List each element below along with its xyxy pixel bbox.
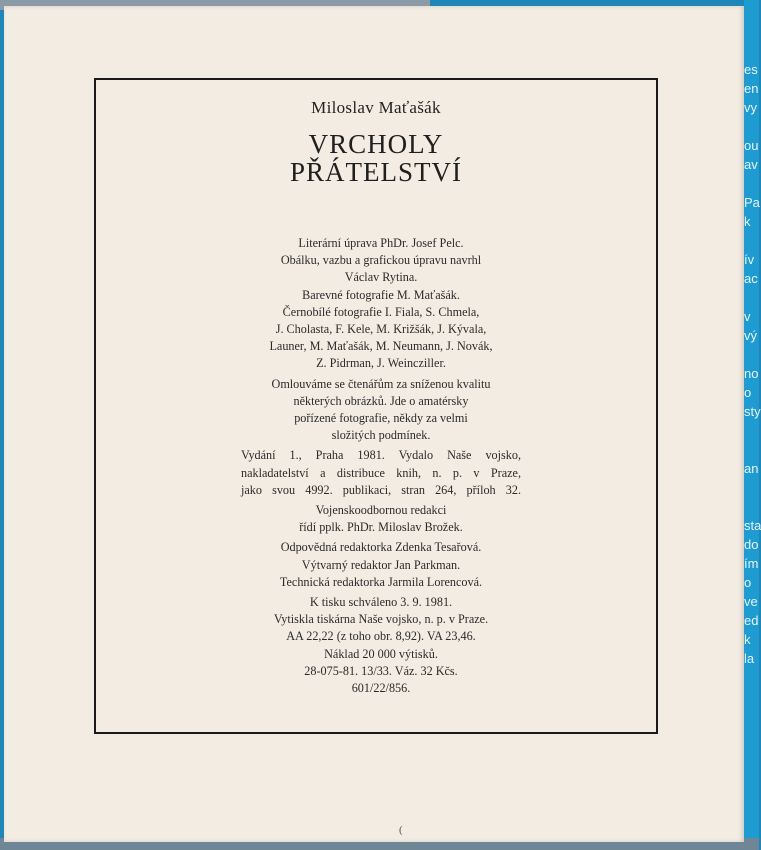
colophon-line: Technická redaktorka Jarmila Lorencová. (279, 574, 483, 589)
bleed-fragment: ac (744, 271, 758, 286)
colophon (241, 235, 521, 697)
colophon-line: složitých podmínek. (331, 428, 431, 443)
colophon-line: Výtvarný redaktor Jan Parkman. (301, 557, 461, 572)
bleed-fragment (744, 478, 759, 497)
colophon-line: 601/22/856. (351, 681, 411, 696)
bleed-fragment: vý (744, 328, 757, 343)
bleed-fragment: vy (744, 100, 757, 115)
bleed-fragment (744, 345, 759, 364)
book-title (96, 130, 656, 186)
bleed-fragment: k (744, 214, 751, 229)
bleed-fragment (744, 497, 759, 516)
colophon-line: pořízené fotografie, někdy za velmi (294, 411, 468, 426)
bleed-fragment: ív (744, 252, 755, 267)
bleed-fragment (744, 440, 759, 459)
bleed-fragment: es (744, 62, 758, 77)
colophon-line: K tisku schváleno 3. 9. 1981. (309, 595, 453, 610)
bleed-fragment: ou (744, 138, 759, 153)
bleed-fragment: v (744, 309, 751, 324)
colophon-line: nakladatelství a distribuce knih, n. p. v Praze, (241, 465, 521, 480)
adjacent-page-text (744, 60, 759, 668)
colophon-line: Vojenskoodbornou redakci (315, 503, 447, 518)
colophon-line: Barevné fotografie M. Maťašák. (302, 287, 460, 302)
title-line-1: VRCHOLY (308, 129, 444, 159)
colophon-line: některých obrázků. Jde o amatérsky (293, 393, 469, 408)
bleed-fragment (744, 288, 759, 307)
bleed-fragment: do (744, 537, 759, 552)
colophon-line: Odpovědná redaktorka Zdenka Tesařová. (280, 540, 482, 555)
colophon-line: Náklad 20 000 výtisků. (324, 646, 438, 661)
colophon-line: řídí pplk. PhDr. Miloslav Brožek. (299, 520, 463, 535)
bleed-fragment: k (744, 632, 751, 647)
bleed-fragment: sty (744, 404, 761, 419)
bleed-fragment: av (744, 157, 758, 172)
bleed-fragment: ed (744, 613, 759, 628)
colophon-line: Václav Rytina. (344, 270, 418, 285)
colophon-line: Vydání 1., Praha 1981. Vydalo Naše vojsko, (241, 448, 521, 463)
bleed-fragment: an (744, 461, 759, 476)
bleed-fragment: ím (744, 556, 759, 571)
title-frame (94, 78, 658, 734)
author-name: Miloslav Maťašák (311, 98, 441, 117)
colophon-line: Z. Pidrman, J. Weincziller. (316, 356, 446, 371)
book-page (4, 6, 744, 842)
bleed-fragment: la (744, 651, 755, 666)
title-line-2: PŘÁTELSTVÍ (290, 157, 462, 187)
colophon-line: Omlouváme se čtenářům za sníženou kvalitu (271, 376, 491, 391)
bleed-fragment (744, 174, 759, 193)
bleed-fragment: ve (744, 594, 758, 609)
colophon-line: J. Cholasta, F. Kele, M. Križšák, J. Kývala, (275, 322, 487, 337)
bleed-fragment (744, 421, 759, 440)
colophon-line: Vytiskla tiskárna Naše vojsko, n. p. v Praze. (273, 612, 489, 627)
bleed-fragment (744, 117, 759, 136)
colophon-line: AA 22,22 (z toho obr. 8,92). VA 23,46. (286, 629, 476, 644)
bleed-fragment: no (744, 366, 759, 381)
colophon-line: Literární úprava PhDr. Josef Pelc. (298, 236, 464, 250)
bleed-fragment: o (744, 385, 752, 400)
colophon-line: jako svou 4992. publikaci, stran 264, příloh 32. (241, 482, 521, 497)
colophon-line: Launer, M. Maťašák, M. Neumann, J. Novák, (269, 339, 493, 354)
bleed-fragment: Pa (744, 195, 760, 210)
paper-mark: ( (399, 824, 403, 836)
bleed-fragment: o (744, 575, 752, 590)
colophon-line: Černobílé fotografie I. Fiala, S. Chmela, (282, 304, 480, 319)
colophon-line: Obálku, vazbu a grafickou úpravu navrhl (280, 253, 482, 268)
bleed-fragment: sta (744, 518, 761, 533)
bleed-fragment (744, 231, 759, 250)
colophon-line: 28-075-81. 13/33. Váz. 32 Kčs. (304, 663, 458, 678)
bleed-fragment: en (744, 81, 759, 96)
